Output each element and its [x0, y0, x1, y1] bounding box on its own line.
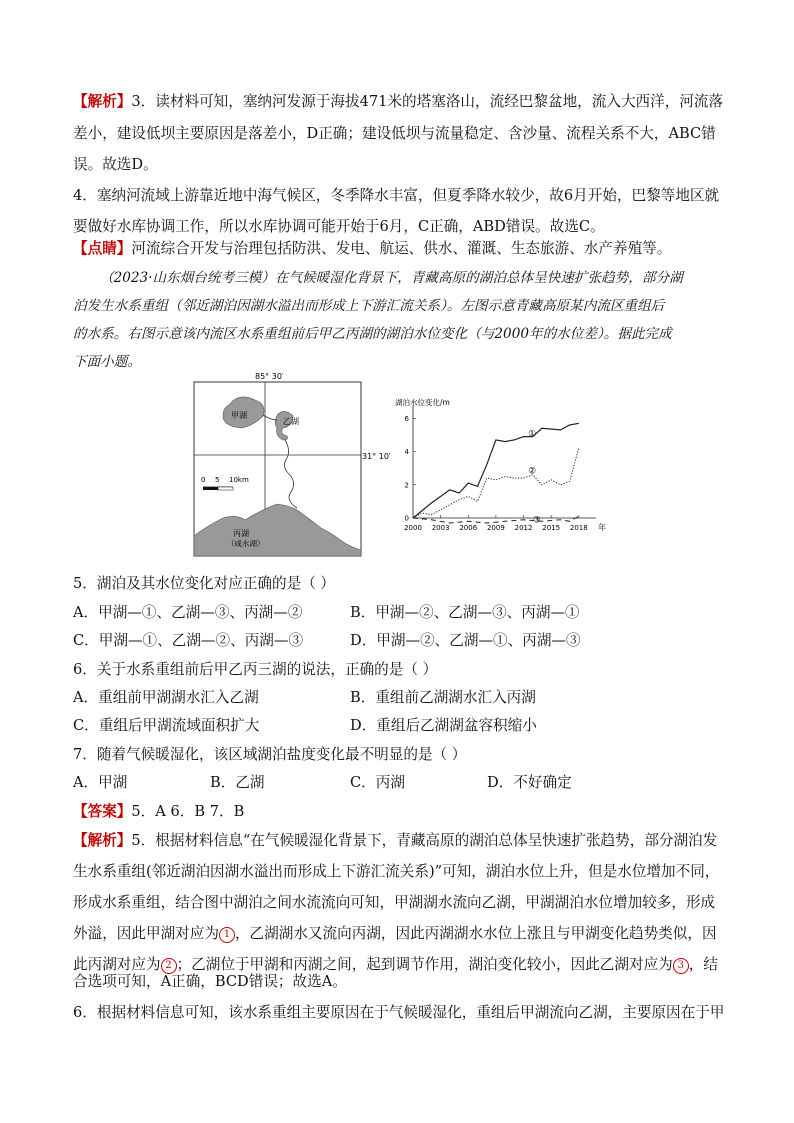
latitude-label: 31° 10′	[362, 452, 391, 461]
figure	[193, 370, 606, 560]
x-tick-label: 2012	[514, 524, 533, 532]
scale-label-10: 10km	[229, 476, 249, 484]
scale-label-5: 5	[215, 476, 220, 484]
y-tick-label: 0	[404, 514, 409, 523]
analysis-5-line-5: 此丙湖对应为 2 ；乙湖位于甲湖和丙湖之间，起到调节作用，湖泊变化较小，因此乙湖对应为 3 ，结	[73, 956, 718, 973]
series-label-1: ①	[528, 429, 537, 440]
chart-series	[413, 423, 579, 525]
series-line-2	[413, 448, 579, 518]
q5-option-c[interactable]: C．甲湖—①、乙湖—②、丙湖—③	[73, 632, 304, 649]
y-tick-label: 6	[404, 414, 409, 423]
x-tick-label: 2015	[542, 524, 561, 532]
q7-option-c[interactable]: C．丙湖	[350, 774, 405, 791]
q5-option-d[interactable]: D．甲湖—②、乙湖—①、丙湖—③	[350, 632, 581, 649]
analysis-3-line-2: 差小，建设低坝主要原因是落差小，D正确；建设低坝与流量稳定、含沙量、流程关系不大，ABC错	[73, 125, 716, 142]
material-line-2: 泊发生水系重组（邻近湖泊因湖水溢出而形成上下游汇流关系）。左图示意青藏高原某内流区重组后	[73, 298, 665, 314]
q5-option-b[interactable]: B．甲湖—②、乙湖—③、丙湖—①	[350, 604, 580, 621]
circled-number-3: 3	[673, 958, 689, 974]
analysis-5-line-3: 形成水系重组，结合图中湖泊之间水流流向可知，甲湖湖水流向乙湖，甲湖湖泊水位增加较多，形成	[73, 894, 716, 911]
x-axis-label: 年	[598, 523, 606, 532]
series-label-3: ③	[532, 515, 541, 526]
lake-yi-label: 乙湖	[283, 417, 299, 426]
q7-option-b[interactable]: B．乙湖	[210, 774, 265, 791]
analysis-5-line-6: 合选项可知，A正确，BCD错误；故选A。	[73, 973, 347, 990]
q5-stem: 5．湖泊及其水位变化对应正确的是（ ）	[73, 575, 336, 592]
material-line-4: 下面小题。	[73, 354, 141, 370]
q7-option-d[interactable]: D．不好确定	[487, 774, 572, 791]
lake-bing-note: （咸水湖）	[227, 539, 265, 548]
x-tick-label: 2006	[459, 524, 478, 532]
chart-ylabel: 湖泊水位变化/m	[395, 398, 450, 407]
y-tick-label: 4	[404, 448, 409, 457]
analysis-tag-2: 【解析】	[73, 832, 132, 849]
answer-tag: 【答案】	[73, 803, 132, 820]
scale-bar-empty	[218, 487, 233, 490]
scale-bar-fill	[203, 487, 218, 490]
scale-label-0: 0	[201, 476, 206, 484]
x-tick-label: 2018	[569, 524, 588, 532]
lake-bing-shape	[194, 504, 361, 556]
circled-number-2: 2	[161, 958, 177, 974]
analysis-4-line-1: 4．塞纳河流域上游靠近地中海气候区，冬季降水丰富，但夏季降水较少，故6月开始，巴黎等地区就	[73, 187, 720, 204]
longitude-label: 85° 30′	[255, 372, 284, 381]
analysis-4-line-2: 要做好水库协调工作，所以水库协调可能开始于6月，C正确，ABD错误。故选C。	[73, 218, 605, 235]
series-label-2: ②	[528, 466, 537, 477]
q7-option-a[interactable]: A．甲湖	[73, 774, 128, 791]
material-line-1: （2023·山东烟台统考三模）在气候暖湿化背景下，青藏高原的湖泊总体呈快速扩张趋势，部分湖	[100, 270, 683, 286]
material-line-3: 的水系。右图示意该内流区水系重组前后甲乙丙湖的湖泊水位变化（与2000年的水位差）。据此完成	[73, 326, 672, 342]
series-line-1	[413, 423, 579, 518]
q6-option-d[interactable]: D．重组后乙湖湖盆容积缩小	[350, 717, 537, 734]
analysis-3-line-1: 【解析】3．读材料可知，塞纳河发源于海拔471米的塔塞洛山，流经巴黎盆地，流入大西洋，河流落	[73, 93, 724, 110]
circled-number-1: 1	[219, 927, 235, 943]
answer-line: 【答案】5．A 6．B 7．B	[73, 803, 245, 820]
analysis-3-line-3: 误。故选D。	[73, 156, 158, 173]
q7-stem: 7．随着气候暖湿化，该区域湖泊盐度变化最不明显的是（ ）	[73, 746, 467, 763]
river-yi-bing	[284, 440, 297, 508]
q6-option-b[interactable]: B．重组前乙湖湖水汇入丙湖	[350, 689, 536, 706]
x-tick-label: 2000	[404, 524, 422, 532]
analysis-5-line-4: 外溢，因此甲湖对应为 1 ，乙湖湖水又流向丙湖，因此丙湖湖水水位上涨且与甲湖变化趋势类似，因	[73, 925, 717, 942]
q6-option-a[interactable]: A．重组前甲湖湖水汇入乙湖	[73, 689, 259, 706]
lake-jia-label: 甲湖	[231, 411, 247, 420]
q6-option-c[interactable]: C．重组后甲湖流域面积扩大	[73, 717, 260, 734]
x-tick-label: 2009	[486, 524, 505, 532]
point-tag: 【点睛】	[73, 240, 132, 257]
x-tick-label: 2003	[431, 524, 450, 532]
y-tick-label: 2	[404, 481, 409, 490]
water-level-chart	[393, 370, 606, 560]
analysis-6-line-1: 6．根据材料信息可知，该水系重组主要原因在于气候暖湿化，重组后甲湖流向乙湖，主要原因在于甲	[73, 1004, 725, 1021]
q5-option-a[interactable]: A．甲湖—①、乙湖—③、丙湖—②	[73, 604, 303, 621]
q6-stem: 6．关于水系重组前后甲乙丙三湖的说法，正确的是（ ）	[73, 661, 438, 678]
analysis-5-line-1: 【解析】5．根据材料信息“在气候暖湿化背景下，青藏高原的湖泊总体呈快速扩张趋势，部分湖泊发	[73, 832, 718, 849]
analysis-5-line-2: 生水系重组(邻近湖泊因湖水溢出而形成上下游汇流关系)”可知，湖泊水位上升，但是水位增加不同，	[73, 863, 720, 880]
point-line: 【点睛】河流综合开发与治理包括防洪、发电、航运、供水、灌溉、生态旅游、水产养殖等。	[73, 240, 672, 257]
lake-bing-label: 丙湖	[233, 529, 249, 538]
analysis-tag: 【解析】	[73, 93, 132, 110]
